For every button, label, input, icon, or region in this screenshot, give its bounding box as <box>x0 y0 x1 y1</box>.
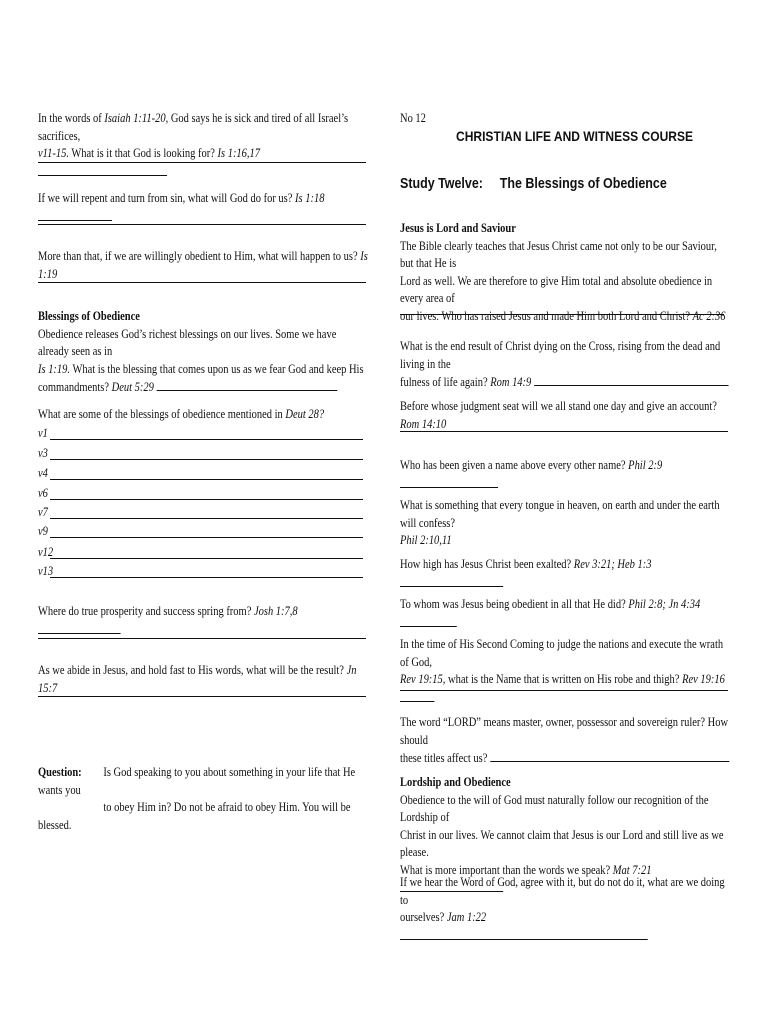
answer-line[interactable] <box>38 162 366 163</box>
answer-line[interactable] <box>38 163 167 176</box>
answer-line[interactable] <box>50 479 363 480</box>
answer-line[interactable] <box>400 431 728 432</box>
answer-line[interactable] <box>400 690 728 691</box>
verse-answer-row: v3 <box>38 446 50 461</box>
question-lord-meaning: The word “LORD” means master, owner, possessor and sovereign ruler? How should these titles affect us? <box>400 715 729 765</box>
verse-answer-row: v6 <box>38 486 50 501</box>
verse-answer-row: v7 <box>38 505 50 520</box>
answer-line[interactable] <box>38 696 366 697</box>
question-exalted: How high has Jesus Christ been exalted? Rev 3:21; Heb 1:3 <box>400 556 729 592</box>
section-heading: Lordship and Obedience <box>400 775 511 789</box>
verse-answer-row: v1 <box>38 426 50 441</box>
question-label: Question: <box>38 765 82 779</box>
jesus-lord-section: Jesus is Lord and Saviour The Bible clearly teaches that Jesus Christ came not only to be our Saviour, but that He is Lord as well. We are therefore to give Him total and absolute obedience in every area of our lives. Who has raised Jesus and made Him both Lord and Christ? Ac 2:36 <box>400 221 726 323</box>
answer-line[interactable] <box>50 459 363 460</box>
question-isaiah: In the words of Isaiah 1:11-20, God says he is sick and tired of all Israel’s sacrifices, v11-15. What is it that God is looking for? Is 1:16,17 <box>38 110 369 181</box>
question-end-result: What is the end result of Christ dying on the Cross, rising from the dead and living in the fulness of life again? Rom 14:9 <box>400 338 729 392</box>
answer-line[interactable] <box>400 574 503 587</box>
verse-answer-row: v4 <box>38 466 50 481</box>
question-second-coming: In the time of His Second Coming to judge the nations and execute the wrath of God, Rev 19:15, what is the Name that is written on His robe and thigh? Rev 19:16 <box>400 636 729 707</box>
answer-line[interactable] <box>50 577 363 578</box>
question-repent: If we will repent and turn from sin, what will God do for us? Is 1:18 <box>38 190 369 226</box>
answer-line[interactable] <box>38 638 366 639</box>
answer-line[interactable] <box>534 373 728 386</box>
question-prosperity: Where do true prosperity and success spring from? Josh 1:7,8 <box>38 603 369 639</box>
answer-line[interactable] <box>38 224 366 225</box>
verse-answer-row: v13 <box>38 564 50 579</box>
answer-line[interactable] <box>50 499 363 500</box>
section-heading: Jesus is Lord and Saviour <box>400 221 516 235</box>
section-heading: Blessings of Obedience <box>38 309 140 323</box>
lordship-section: Lordship and Obedience Obedience to the will of God must naturally follow our recognition of the Lordship of Christ in our lives. We cannot claim that Jesus is our Lord and still live as we please. What is more important than the words we speak? Mat 7:21 <box>400 774 729 898</box>
verse-answer-row: v12 <box>38 545 50 560</box>
answer-line[interactable] <box>400 927 648 940</box>
answer-line[interactable] <box>156 378 337 391</box>
answer-line[interactable] <box>50 518 363 519</box>
question-abide: As we abide in Jesus, and hold fast to His words, what will be the result? Jn 15:7 <box>38 663 357 695</box>
study-label: Study Twelve: <box>400 176 483 192</box>
question-obedient: More than that, if we are willingly obedient to Him, what will happen to us? Is 1:19 <box>38 249 368 281</box>
question-obedient-to: To whom was Jesus being obedient in all that He did? Phil 2:8; Jn 4:34 <box>400 596 729 632</box>
study-heading <box>400 176 667 192</box>
lesson-number: No 12 <box>400 111 426 125</box>
answer-line[interactable] <box>50 439 363 440</box>
question-judgment-seat: Before whose judgment seat will we all stand one day and give an account? Rom 14:10 <box>400 399 717 431</box>
answer-line[interactable] <box>38 208 112 221</box>
answer-line[interactable] <box>50 537 363 538</box>
answer-line[interactable] <box>38 621 121 634</box>
course-title: CHRISTIAN LIFE AND WITNESS COURSE <box>456 128 694 144</box>
answer-line[interactable] <box>50 558 363 559</box>
question-hear-word: If we hear the Word of God, agree with it, but do not do it, what are we doing to ourselves? Jam 1:22 <box>400 874 729 945</box>
answer-line[interactable] <box>400 314 724 315</box>
answer-line[interactable] <box>490 749 729 762</box>
question-every-tongue: What is something that every tongue in heaven, on earth and under the earth will confess? Phil 2:10,11 <box>400 498 720 547</box>
question-deut28: What are some of the blessings of obedience mentioned in Deut 28? <box>38 407 325 421</box>
study-title: The Blessings of Obedience <box>499 176 667 192</box>
question-name-above: Who has been given a name above every other name? Phil 2:9 <box>400 457 729 493</box>
verse-answer-row: v9 <box>38 524 50 539</box>
answer-line[interactable] <box>400 475 498 488</box>
answer-line[interactable] <box>38 282 366 283</box>
reflection-question: Question: Is God speaking to you about something in your life that He wants you to obey Him in? Do not be afraid to obey Him. You will be blessed. <box>38 765 356 832</box>
blessings-section: Blessings of Obedience Obedience releases God’s richest blessings on our lives. Some we have already seen as in Is 1:19. What is the blessing that comes upon us as we fear God and keep His commandments? Deut 5:29 <box>38 309 364 394</box>
answer-line[interactable] <box>400 614 457 627</box>
